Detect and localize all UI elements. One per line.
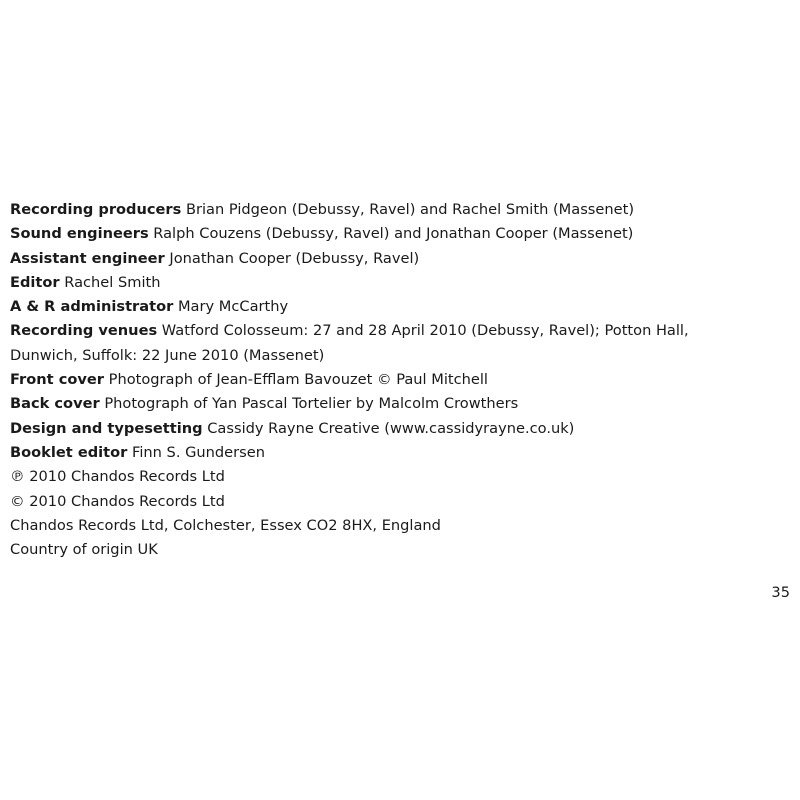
copyright-notice: © 2010 Chandos Records Ltd	[10, 492, 225, 510]
credit-label: Assistant engineer	[10, 249, 165, 267]
credit-text: Mary McCarthy	[173, 298, 289, 316]
credit-text: Finn S. Gundersen	[127, 443, 265, 461]
credit-label: Booklet editor	[10, 443, 128, 461]
credit-sound-engineers	[10, 222, 790, 246]
country-of-origin: Country of origin UK	[10, 541, 158, 559]
publisher-address: Chandos Records Ltd, Colchester, Essex CO2 8HX, England	[10, 516, 441, 534]
credit-label: Recording producers	[10, 201, 182, 218]
credit-label: Recording venues	[10, 322, 158, 340]
credit-text: Rachel Smith	[59, 273, 161, 291]
credit-front-cover	[10, 368, 790, 392]
credit-ar-administrator	[10, 295, 790, 319]
credit-booklet-editor	[10, 441, 790, 465]
credit-text: Cassidy Rayne Creative (www.cassidyrayne.co.uk)	[202, 419, 575, 437]
credit-text: Ralph Couzens (Debussy, Ravel) and Jonathan Cooper (Massenet)	[148, 225, 634, 243]
credit-recording-producers	[10, 198, 790, 222]
credit-label: A & R administrator	[10, 298, 174, 316]
credit-design-typesetting	[10, 417, 790, 441]
credit-text: Photograph of Yan Pascal Tortelier by Malcolm Crowthers	[99, 395, 519, 413]
credits-block	[10, 198, 790, 562]
credit-text: Jonathan Cooper (Debussy, Ravel)	[164, 249, 420, 267]
credit-label: Sound engineers	[10, 225, 149, 243]
credit-editor	[10, 271, 790, 295]
credit-label: Design and typesetting	[10, 419, 203, 437]
phonographic-copyright-notice: ℗ 2010 Chandos Records Ltd	[10, 468, 225, 486]
credit-text: Photograph of Jean-Efflam Bavouzet © Paul Mitchell	[104, 371, 488, 389]
credit-text: Brian Pidgeon (Debussy, Ravel) and Rachel Smith (Massenet)	[181, 201, 635, 218]
credit-recording-venues	[10, 319, 750, 368]
credit-text: Watford Colosseum: 27 and 28 April 2010 (Debussy, Ravel); Potton Hall, Dunwich, Suffolk: 22 June 2010 (Massenet)	[10, 322, 689, 364]
credit-back-cover	[10, 392, 790, 416]
credit-label: Front cover	[10, 371, 104, 389]
credit-label: Editor	[10, 273, 60, 291]
page-number: 35	[771, 584, 790, 601]
credit-assistant-engineer	[10, 247, 790, 271]
credit-label: Back cover	[10, 395, 100, 413]
